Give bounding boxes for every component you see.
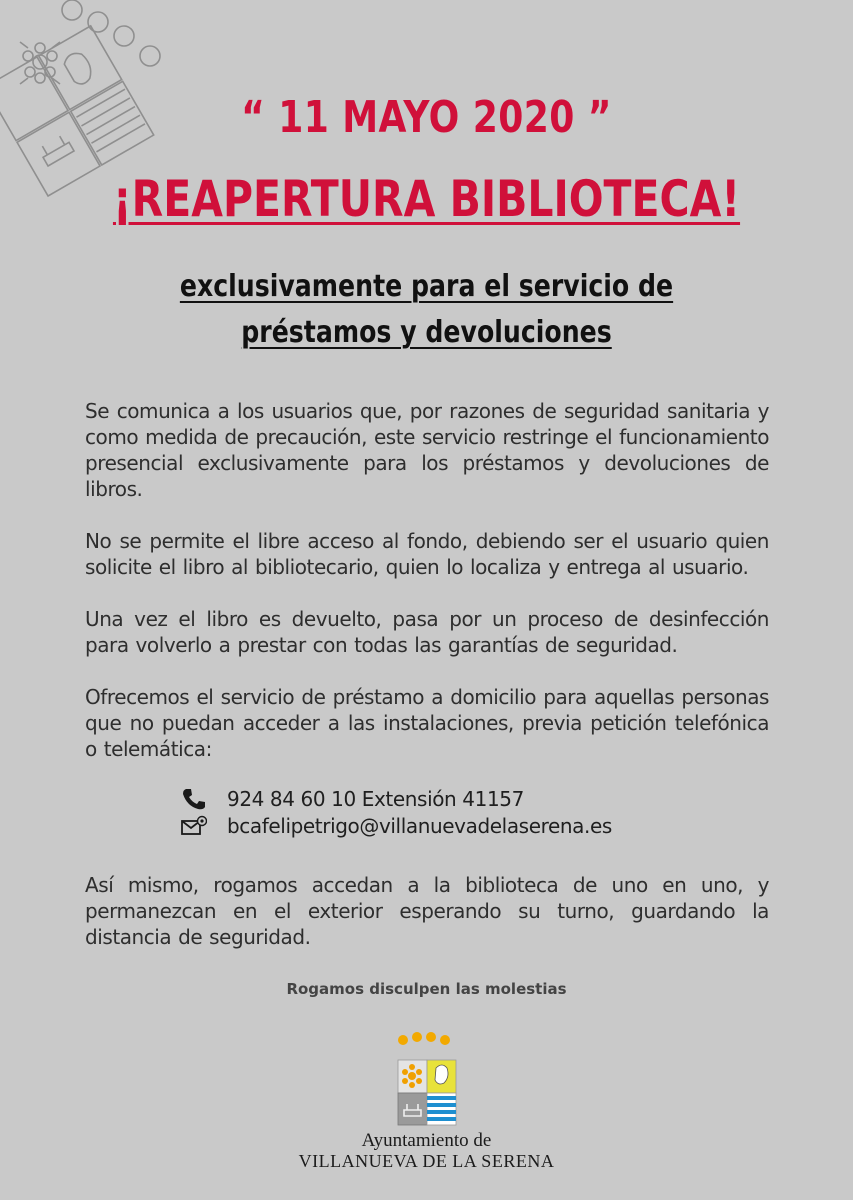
municipal-logo: [390, 1030, 465, 1130]
paragraph-one-by-one: Así mismo, rogamos accedan a la biblioteca de uno en uno, y permanezcan en el exterior esperando su turno, guardando la distancia de seguridad.: [85, 873, 769, 949]
email-icon: [181, 815, 207, 837]
phone-icon: [181, 788, 207, 810]
org-name-line-1: Ayuntamiento de: [361, 1130, 492, 1151]
phone-row[interactable]: [181, 786, 524, 812]
phone-number: 924 84 60 10 Extensión 41157: [227, 787, 524, 811]
contact-block: [85, 786, 769, 846]
subtitle-line-1: exclusivamente para el servicio de: [179, 269, 674, 304]
email-row[interactable]: [181, 813, 612, 839]
paragraph-disinfection: Una vez el libro es devuelto, pasa por un proceso de desinfección para volverlo a prestar con todas las garantías de seguridad.: [85, 607, 769, 657]
subtitle: [68, 264, 785, 356]
date-title: “ 11 MAYO 2020 ”: [241, 92, 612, 143]
email-address: bcafelipetrigo@villanuevadelaserena.es: [227, 814, 612, 838]
paragraph-restriction: Se comunica a los usuarios que, por razones de seguridad sanitaria y como medida de precaución, este servicio restringe el funcionamiento presencial exclusivamente para los préstamos y devoluciones de libros.: [85, 399, 769, 501]
main-title: ¡REAPERTURA BIBLIOTECA!: [112, 170, 741, 228]
org-name-line-2: VILLANUEVA DE LA SERENA: [298, 1151, 555, 1171]
notice-body: [85, 398, 769, 976]
subtitle-line-2: préstamos y devoluciones: [241, 315, 612, 350]
paragraph-home-loan: Ofrecemos el servicio de préstamo a domicilio para aquellas personas que no puedan acceder a las instalaciones, previa petición telefónica o telemática:: [85, 685, 769, 761]
closing-note: Rogamos disculpen las molestias: [286, 980, 567, 998]
paragraph-access: No se permite el libre acceso al fondo, debiendo ser el usuario quien solicite el libro al bibliotecario, quien lo localiza y entrega al usuario.: [85, 529, 769, 579]
